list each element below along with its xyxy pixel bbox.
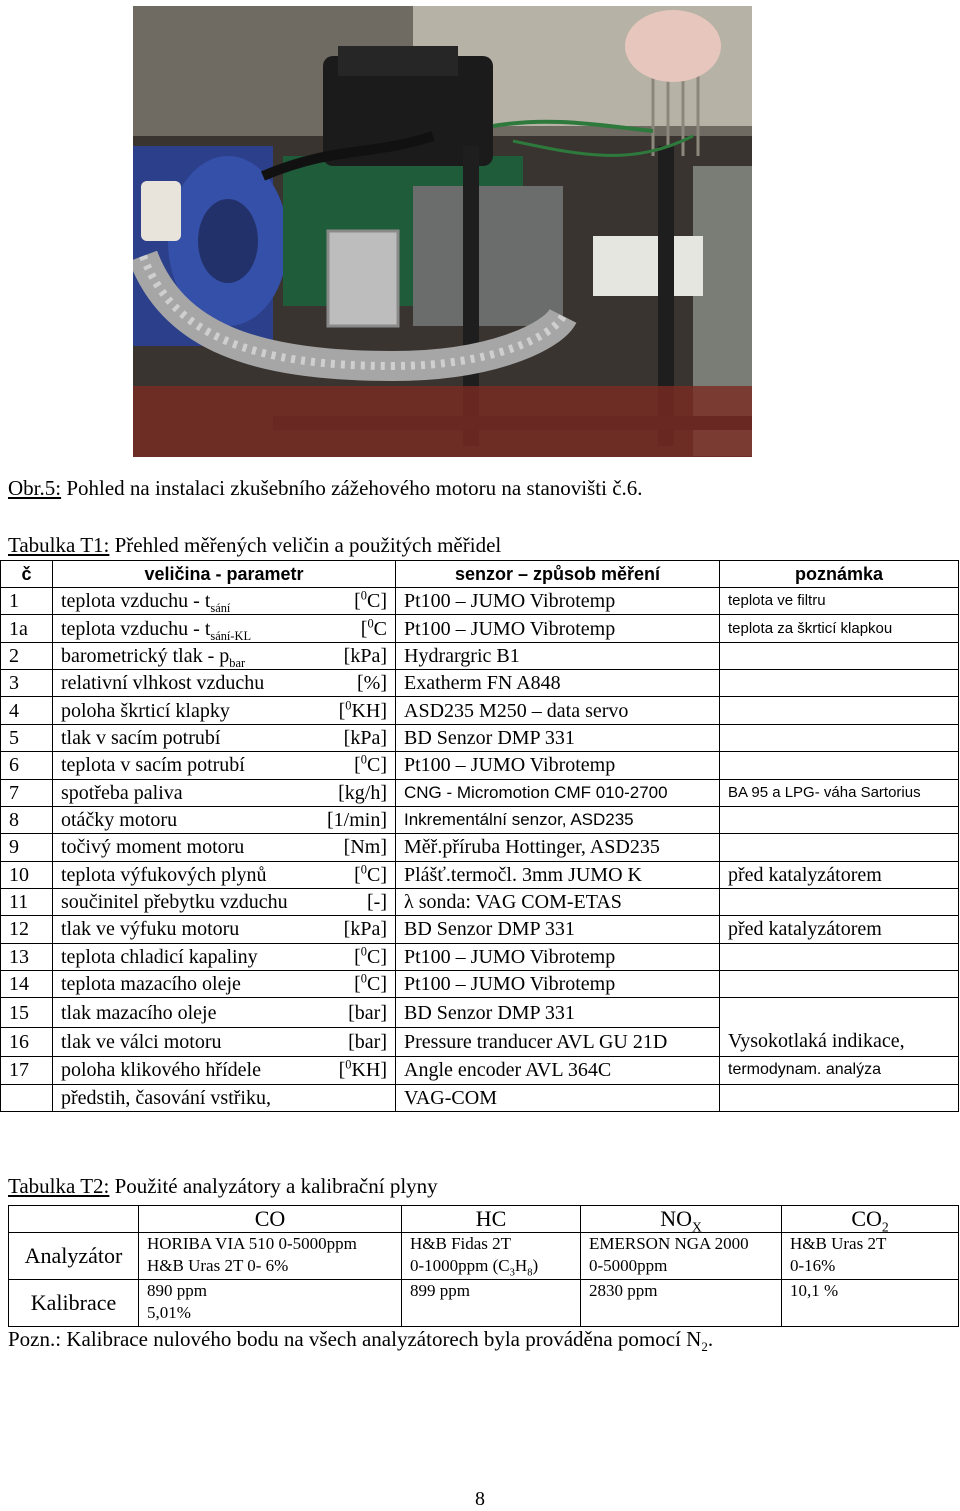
table-row bbox=[1, 916, 959, 943]
sensor-cell: Plášť.termočl. 3mm JUMO K bbox=[396, 861, 720, 888]
unit: [$^0$C] bbox=[354, 862, 387, 886]
note-cell bbox=[720, 834, 959, 861]
note-cell bbox=[720, 724, 959, 751]
row-number: 6 bbox=[1, 752, 53, 779]
param-cell: poloha škrticí klapky [$^0$KH] bbox=[53, 697, 396, 724]
row-number: 5 bbox=[1, 724, 53, 751]
sensor-cell: VAG-COM bbox=[396, 1084, 720, 1111]
table-row bbox=[1, 752, 959, 779]
table-row bbox=[1, 670, 959, 697]
unit: [1/min] bbox=[327, 809, 387, 832]
sensor-cell: Inkrementální senzor, ASD235 bbox=[396, 806, 720, 833]
calibration-label: Kalibrace bbox=[9, 1280, 139, 1327]
table-row bbox=[1, 724, 959, 751]
sensor-cell: Pt100 – JUMO Vibrotemp bbox=[396, 752, 720, 779]
table1-caption: Tabulka T1: Přehled měřených veličin a použitých měřidel bbox=[8, 533, 502, 557]
param-cell: součinitel přebytku vzduchu [-] bbox=[53, 888, 396, 915]
note-cell: před katalyzátorem bbox=[720, 916, 959, 943]
param-cell: tlak ve válci motoru [bar] bbox=[53, 1027, 396, 1056]
sensor-cell: BD Senzor DMP 331 bbox=[396, 916, 720, 943]
row-number: 4 bbox=[1, 697, 53, 724]
table-row bbox=[1, 834, 959, 861]
header-param: veličina - parametr bbox=[53, 561, 396, 588]
note-cell bbox=[720, 1084, 959, 1111]
sensor-cell: Pt100 – JUMO Vibrotemp bbox=[396, 943, 720, 970]
unit: [$^0$C] bbox=[354, 752, 387, 777]
unit: [$^0$C] bbox=[354, 588, 387, 613]
note-cell: před katalyzátorem bbox=[720, 861, 959, 888]
row-number: 16 bbox=[1, 1027, 53, 1056]
note-cell: BA 95 a LPG- váha Sartorius bbox=[720, 779, 959, 806]
param-cell: teplota vzduchu - $t_{sání-KL}$ [$^0$C bbox=[53, 615, 396, 642]
unit: [bar] bbox=[348, 1030, 387, 1053]
table-row bbox=[1, 943, 959, 970]
table2-caption: Tabulka T2: Použité analyzátory a kalibrační plyny bbox=[8, 1174, 438, 1198]
header-nox: $NO_X$ bbox=[581, 1206, 782, 1233]
table-row bbox=[1, 779, 959, 806]
table-row bbox=[1, 1084, 959, 1111]
unit: [Nm] bbox=[343, 836, 387, 859]
unit: [$^0$C bbox=[360, 615, 387, 640]
table-row bbox=[1, 615, 959, 642]
table-row bbox=[1, 998, 959, 1027]
sensor-cell: λ sonda: VAG COM-ETAS bbox=[396, 888, 720, 915]
note-cell: termodynam. analýza bbox=[720, 1057, 959, 1084]
unit: [%] bbox=[357, 672, 387, 695]
unit: [kPa] bbox=[343, 726, 387, 749]
unit: [-] bbox=[367, 891, 387, 914]
table-row bbox=[1, 588, 959, 615]
param-cell: tlak v sacím potrubí [kPa] bbox=[53, 724, 396, 751]
table-row bbox=[1, 806, 959, 833]
engine-test-bench-photo bbox=[133, 6, 752, 457]
row-number: 9 bbox=[1, 834, 53, 861]
header-sensor: senzor – způsob měření bbox=[396, 561, 720, 588]
param-cell: točivý moment motoru [Nm] bbox=[53, 834, 396, 861]
table-row bbox=[1, 697, 959, 724]
sensor-cell: BD Senzor DMP 331 bbox=[396, 724, 720, 751]
page-number: 8 bbox=[475, 1488, 485, 1510]
param-cell: barometrický tlak - $p_{bar}$ [kPa] bbox=[53, 642, 396, 669]
analyzer-row bbox=[9, 1233, 959, 1280]
analyzer-table bbox=[8, 1205, 959, 1327]
header-hc: HC bbox=[402, 1206, 581, 1233]
row-number: 10 bbox=[1, 861, 53, 888]
calibration-note: Pozn.: Kalibrace nulového bodu na všech analyzátorech byla prováděna pomocí $N_2$. bbox=[8, 1327, 714, 1355]
table-row bbox=[1, 861, 959, 888]
sensor-cell: CNG - Micromotion CMF 010-2700 bbox=[396, 779, 720, 806]
note-cell bbox=[720, 806, 959, 833]
note-cell bbox=[720, 642, 959, 669]
param-cell: teplota vzduchu - $t_{sání}$ [$^0$C] bbox=[53, 588, 396, 615]
calibration-nox: 2830 ppm bbox=[581, 1280, 782, 1327]
param-cell: poloha klikového hřídele [$^0$KH] bbox=[53, 1057, 396, 1084]
row-number: 1 bbox=[1, 588, 53, 615]
note-cell bbox=[720, 943, 959, 970]
param-cell: tlak mazacího oleje [bar] bbox=[53, 998, 396, 1027]
param-cell: teplota mazacího oleje [$^0$C] bbox=[53, 971, 396, 998]
note-cell bbox=[720, 670, 959, 697]
analyzer-co: HORIBA VIA 510 0-5000ppm H&B Uras 2T 0- 6% bbox=[139, 1233, 402, 1280]
note-cell: teplota ve filtru bbox=[720, 588, 959, 615]
table-row bbox=[1, 971, 959, 998]
row-number: 11 bbox=[1, 888, 53, 915]
calibration-co2: 10,1 % bbox=[782, 1280, 959, 1327]
analyzer-co2: H&B Uras 2T 0-16% bbox=[782, 1233, 959, 1280]
param-cell: relativní vlhkost vzduchu [%] bbox=[53, 670, 396, 697]
calibration-co: 890 ppm 5,01% bbox=[139, 1280, 402, 1327]
header-num: č bbox=[1, 561, 53, 588]
row-number: 3 bbox=[1, 670, 53, 697]
param-cell: spotřeba paliva [kg/h] bbox=[53, 779, 396, 806]
figure-caption: Obr.5: Pohled na instalaci zkušebního zážehového motoru na stanovišti č.6. bbox=[8, 476, 643, 500]
param-cell: tlak ve výfuku motoru [kPa] bbox=[53, 916, 396, 943]
sensor-cell: Angle encoder AVL 364C bbox=[396, 1057, 720, 1084]
param-cell: teplota výfukových plynů [$^0$C] bbox=[53, 861, 396, 888]
sensor-cell: BD Senzor DMP 331 bbox=[396, 998, 720, 1027]
table-row bbox=[1, 888, 959, 915]
unit: [kPa] bbox=[343, 644, 387, 667]
row-number: 15 bbox=[1, 998, 53, 1027]
table-row bbox=[1, 642, 959, 669]
header-empty bbox=[9, 1206, 139, 1233]
calibration-hc: 899 ppm bbox=[402, 1280, 581, 1327]
sensor-cell: Pt100 – JUMO Vibrotemp bbox=[396, 588, 720, 615]
row-number: 14 bbox=[1, 971, 53, 998]
measurement-table-body bbox=[1, 588, 959, 1112]
analyzer-hc: H&B Fidas 2T 0-1000ppm $(C_3H_8)$ bbox=[402, 1233, 581, 1280]
row-number bbox=[1, 1084, 53, 1111]
row-number: 13 bbox=[1, 943, 53, 970]
unit: [kPa] bbox=[343, 918, 387, 941]
header-co2: $CO_2$ bbox=[782, 1206, 959, 1233]
note-cell bbox=[720, 971, 959, 998]
param-cell: teplota chladicí kapaliny [$^0$C] bbox=[53, 943, 396, 970]
sensor-cell: Pt100 – JUMO Vibrotemp bbox=[396, 615, 720, 642]
sensor-cell: Exatherm FN A848 bbox=[396, 670, 720, 697]
row-number: 8 bbox=[1, 806, 53, 833]
header-co: CO bbox=[139, 1206, 402, 1233]
note-cell bbox=[720, 697, 959, 724]
note-cell bbox=[720, 888, 959, 915]
analyzer-nox: EMERSON NGA 2000 0-5000ppm bbox=[581, 1233, 782, 1280]
sensor-cell: Měř.příruba Hottinger, ASD235 bbox=[396, 834, 720, 861]
table-row bbox=[1, 1057, 959, 1084]
row-number: 12 bbox=[1, 916, 53, 943]
row-number: 2 bbox=[1, 642, 53, 669]
table-header-row bbox=[1, 561, 959, 588]
unit: [$^0$C] bbox=[354, 971, 387, 996]
unit: [$^0$KH] bbox=[338, 1057, 387, 1082]
param-cell: teplota v sacím potrubí [$^0$C] bbox=[53, 752, 396, 779]
unit: [$^0$C] bbox=[354, 944, 387, 968]
row-number: 1a bbox=[1, 615, 53, 642]
unit: [kg/h] bbox=[338, 781, 387, 804]
note-cell bbox=[720, 752, 959, 779]
row-number: 17 bbox=[1, 1057, 53, 1084]
param-cell: předstih, časování vstřiku, bbox=[53, 1084, 396, 1111]
sensor-cell: Pt100 – JUMO Vibrotemp bbox=[396, 971, 720, 998]
note-cell: teplota za škrticí klapkou bbox=[720, 615, 959, 642]
param-cell: otáčky motoru [1/min] bbox=[53, 806, 396, 833]
sensor-cell: Pressure tranducer AVL GU 21D bbox=[396, 1027, 720, 1056]
sensor-cell: Hydrargric B1 bbox=[396, 642, 720, 669]
unit: [$^0$KH] bbox=[338, 697, 387, 722]
measurement-table bbox=[0, 560, 959, 1112]
calibration-row bbox=[9, 1280, 959, 1327]
row-number: 7 bbox=[1, 779, 53, 806]
analyzer-header-row bbox=[9, 1206, 959, 1233]
note-cell: Vysokotlaká indikace, bbox=[720, 998, 959, 1057]
unit: [bar] bbox=[348, 1001, 387, 1024]
header-note: poznámka bbox=[720, 561, 959, 588]
sensor-cell: ASD235 M250 – data servo bbox=[396, 697, 720, 724]
analyzer-label: Analyzátor bbox=[9, 1233, 139, 1280]
